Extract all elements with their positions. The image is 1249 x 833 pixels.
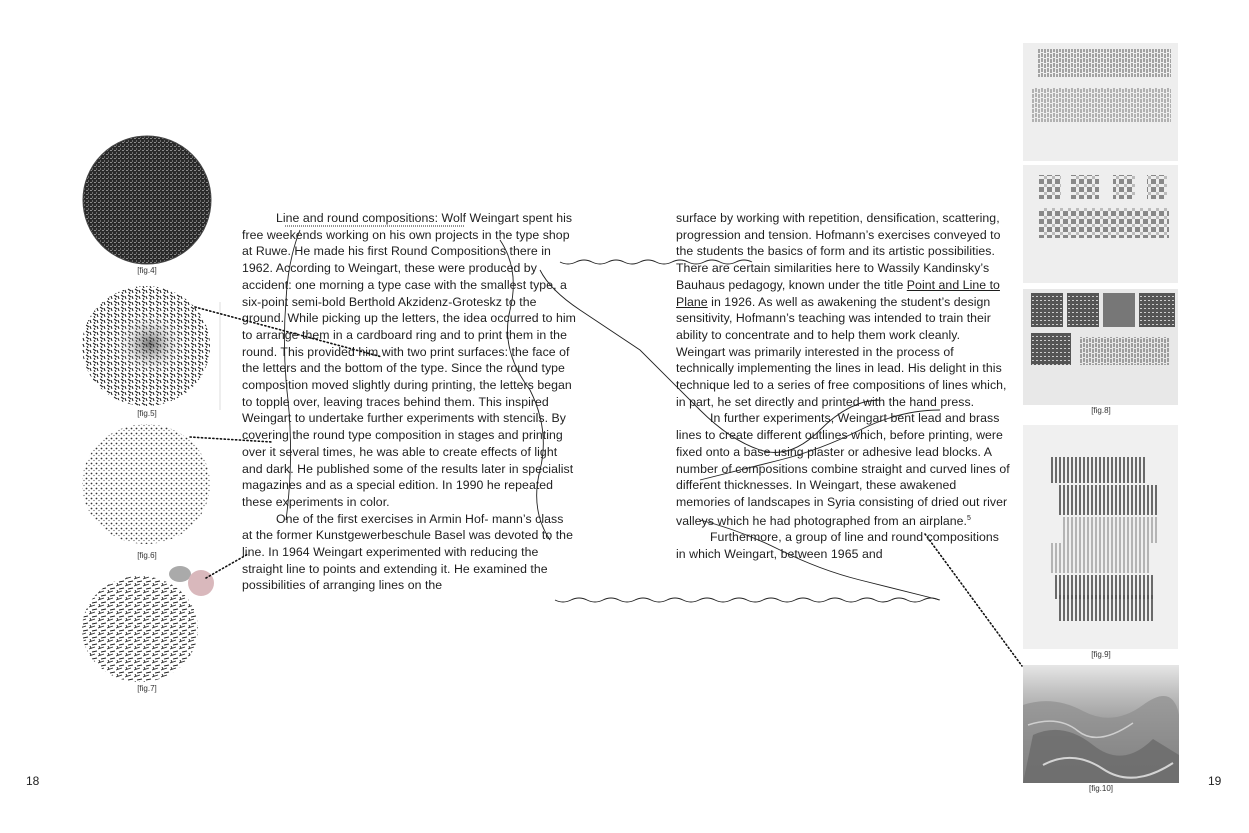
footnote-marker: 5 <box>967 514 971 522</box>
caption-fig9: [fig.9] <box>1091 650 1111 659</box>
right-paragraph-2 <box>676 410 1011 529</box>
caption-fig7: [fig.7] <box>137 684 157 693</box>
figure-5-round-composition <box>78 282 223 410</box>
figure-8-line-compositions <box>1023 43 1178 405</box>
caption-fig4: [fig.4] <box>137 266 157 275</box>
page-number-right: 19 <box>1208 774 1222 788</box>
caption-fig8: [fig.8] <box>1091 406 1111 415</box>
figure-6-round-composition <box>80 422 215 548</box>
figure-9-line-composition <box>1023 425 1178 649</box>
right-paragraph-1-end: in 1926. As well as awakening the student’s design sensitivity, Hofmann’s teaching was intended to train their ability to concentrate and to help them work cleanly. Weingart was primarily interested in the process of technically implementing the lines in lead. His delight in this technique led to a series of free compositions of lines which, in part, he set directly and printed with the hand press. <box>676 294 1007 409</box>
page-number-left: 18 <box>26 774 40 788</box>
book-title: Point and Line to Plane <box>676 277 1000 309</box>
caption-fig5: [fig.5] <box>137 409 157 418</box>
figure-4-round-composition <box>78 134 214 266</box>
right-paragraph-1 <box>676 210 1011 410</box>
caption-fig10: [fig.10] <box>1088 784 1113 793</box>
left-paragraph-2: One of the first exercises in Armin Hof- mann’s class at the former Kunstgewerbeschule Basel was devoted to the line. In 1964 Weingart experimented with reducing the straight line to points and extending it. He examined the possibilities of arranging lines on the <box>242 511 573 593</box>
caption-fig6: [fig.6] <box>137 551 157 560</box>
figure-10-aerial-landscape-photo <box>1023 665 1179 783</box>
left-text-column <box>242 210 577 594</box>
right-paragraph-3: Furthermore, a group of line and round compositions in which Weingart, between 1965 and <box>676 530 999 562</box>
left-paragraph-1: Line and round compositions: Wolf Weingart spent his free weekends working on his own projects in the type shop at Ruwe. He made his first Round Compositions there in 1962. According to Weingart, these were produced by accident: one morning a type case with the smallest type, a six-point semi-bold Berthold Akzidenz-Groteskz to the ground. While picking up the letters, the idea occurred to him to arrange them in a cardboard ring and to print them in the round. This provided him with two print surfaces: the face of the letters and the bottom of the type. Since the round type composition moved slightly during printing, the letters began to topple over, leaving traces behind them. This inspired Weingart to undertake further experiments with stencils. By covering the round type composition in stages and printing over it several times, he was able to create effects of light and dark. He published some of the results later in specialist magazines and as a special edition. In 1990 he repeated these experiments in color. <box>242 211 576 509</box>
figure-7-round-composition <box>80 562 220 686</box>
right-text-column <box>676 210 1011 563</box>
right-paragraph-1-start: surface by working with repetition, densification, scattering, progression and tension. Hofmann’s exercises conveyed to the students the basics of form and its artistic possibilities. There are certain similarities here to Wassily Kandinsky’s Bauhaus pedagogy, known under the title <box>676 211 1001 292</box>
right-paragraph-2-text: In further experiments, Weingart bent lead and brass lines to create different outlines which, before printing, were fixed onto a base using plaster or adhesive lead blocks. A number of compositions combine straight and curved lines of different thicknesses. In Weingart, these awakened memories of landscapes in Syria consisting of dried out river valleys which he had photographed from an airplane. <box>676 411 1010 528</box>
